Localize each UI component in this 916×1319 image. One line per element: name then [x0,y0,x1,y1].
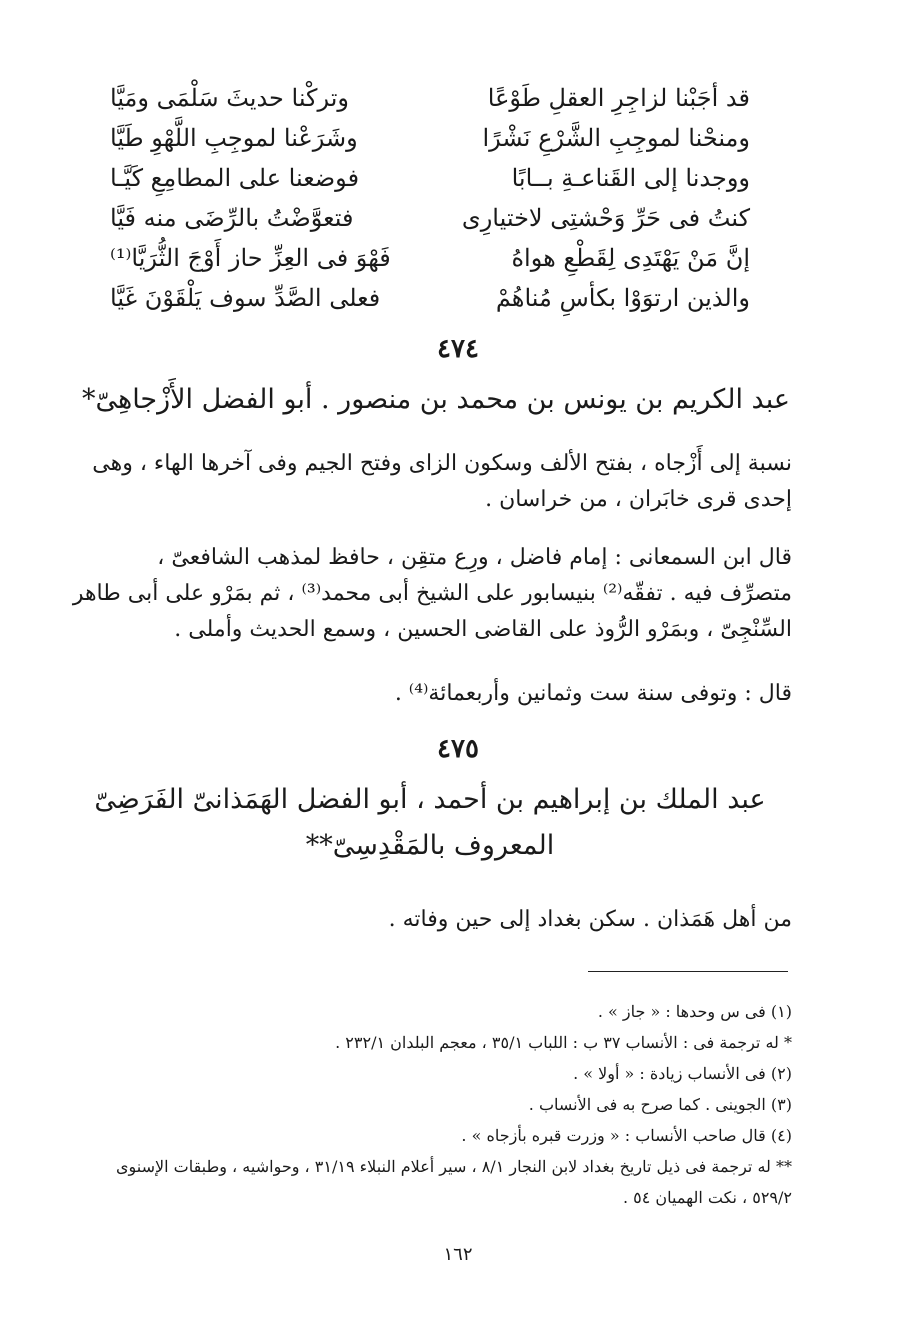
poem [110,78,750,318]
footnote: * له ترجمة فى : الأنساب ٣٧ ب : اللباب ٣٥/١ ، معجم البلدان ٢٣٢/١ . [335,1033,792,1052]
entry-number-474: ٤٧٤ [437,334,479,364]
text-line: متصرِّف فيه . تفقّه⁽²⁾ بنيسابور على الشيخ أبى محمد⁽³⁾ ، ثم بمَرْو على أبى طاهر [72,581,792,606]
footnote-separator [588,971,788,972]
text-line: نسبة إلى أَزْجاه ، بفتح الألف وسكون الزاى وفتح الجيم وفى آخرها الهاء ، وهى [92,451,792,476]
poem-verse [110,158,750,198]
footnote: (٢) فى الأنساب زيادة : « أولا » . [573,1064,792,1083]
text-line: قال ابن السمعانى : إمام فاضل ، ورِع متقِن ، حافظ لمذهب الشافعىّ ، [157,545,792,570]
entry-title-474: عبد الكريم بن يونس بن محمد بن منصور . أبو الفضل الأَزْجاهِىّ* [81,384,790,415]
verse-second-hemistich: فتعوَّضْتُ بالرِّضَى منه فَيَّا [110,204,354,232]
verse-first-hemistich: ومنحْنا لموجِبِ الشَّرْعِ نَشْرًا [482,124,750,152]
footnotes [62,996,792,1213]
verse-second-hemistich: فوضعنا على المطامِعِ كَيَّـا [110,164,360,192]
entry-title-475-line-1: عبد الملك بن إبراهيم بن أحمد ، أبو الفضل الهَمَذانىّ الفَرَضِىّ [94,784,766,815]
verse-second-hemistich: فعلى الصَّدِّ سوف يَلْقَوْنَ غَيَّا [110,284,381,312]
footnote: ** له ترجمة فى ذيل تاريخ بغداد لابن النجار ٨/١ ، سير أعلام النبلاء ٣١/١٩ ، وحواشيه ، وطبقات الإسنوى [115,1157,792,1176]
text-line: السِّنْجِىّ ، وبمَرْو الرُّوذ على القاضى الحسين ، وسمع الحديث وأملى . [174,617,792,642]
entry-number-475: ٤٧٥ [437,734,479,764]
entry-474-paragraph-nisba [62,446,792,518]
page-number: ١٦٢ [443,1244,473,1265]
footnote: (٣) الجوينى . كما صرح به فى الأنساب . [528,1095,792,1114]
poem-verse [110,198,750,238]
footnote: ٥٢٩/٢ ، نكت الهميان ٥٤ . [622,1188,792,1207]
entry-474-paragraph-death [62,676,792,712]
entry-474-paragraph-quote [62,540,792,648]
verse-first-hemistich: إنَّ مَنْ يَهْتَدِى لِقَطْعِ هواهُ [511,244,750,272]
poem-verse [110,238,750,278]
footnote: (١) فى س وحدها : « جاز » . [597,1002,792,1021]
verse-second-hemistich: وشَرَعْنا لموجِبِ اللَّهْوِ طَيَّا [110,124,358,152]
text-line: من أهل هَمَذان . سكن بغداد إلى حين وفاته . [388,907,792,932]
entry-475-paragraph [62,902,792,938]
poem-verse [110,78,750,118]
poem-verse [110,278,750,318]
verse-first-hemistich: والذين ارتوَوْا بكأسِ مُناهُمْ [495,284,750,312]
poem-verse [110,118,750,158]
footnote: (٤) قال صاحب الأنساب : « وزرت قبره بأزجاه » . [461,1126,792,1145]
text-line: قال : وتوفى سنة ست وثمانين وأربعمائة⁽⁴⁾ . [394,681,792,706]
text-line: إحدى قرى خابَران ، من خراسان . [485,487,792,512]
verse-first-hemistich: ووجدنا إلى القَناعـةِ بــابًا [511,164,750,192]
verse-first-hemistich: كنتُ فى حَرِّ وَحْشتِى لاختيارِى [461,204,750,232]
entry-title-475-line-2: المعروف بالمَقْدِسِىّ** [305,830,555,861]
verse-second-hemistich: وتركْنا حديثَ سَلْمَى ومَيَّا [110,84,349,112]
verse-second-hemistich: فَهْوَ فى العِزِّ حاز أَوْجَ الثُّرَيَّا⁽¹⁾ [110,244,391,272]
verse-first-hemistich: قد أجَبْنا لزاجِرِ العقلِ طَوْعًا [487,84,750,112]
